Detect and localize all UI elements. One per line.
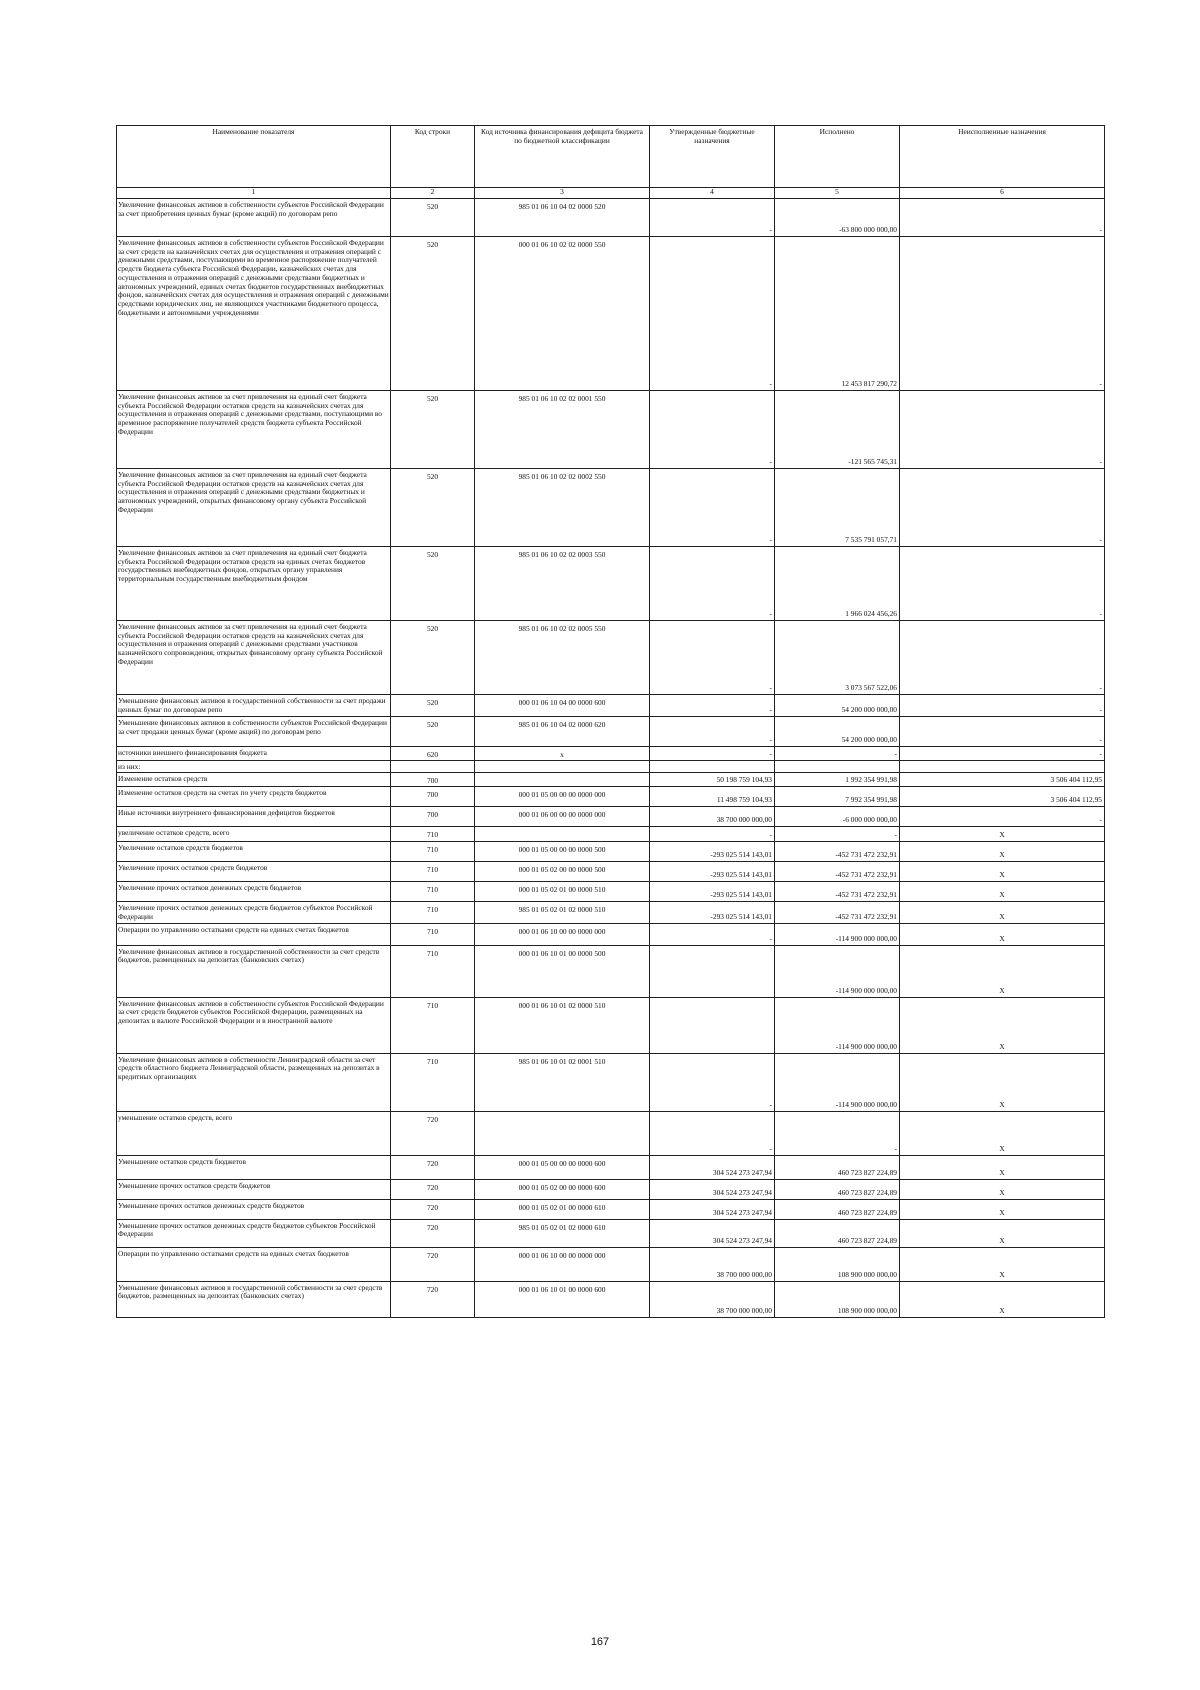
line-code-cell: 720: [391, 1281, 475, 1317]
table-row: [117, 902, 1105, 923]
table-row: [117, 1155, 1105, 1179]
table-row: [117, 199, 1105, 237]
indicator-name-cell: из них:: [117, 760, 391, 773]
indicator-name-cell: Увеличение финансовых активов за счет привлечения на единый счет бюджета субъекта Российской Федерации остатков средств на казначейских счетах для осуществления и отражения операций с денежными средствами бюджетных и автономных учреждений, открытых финансовому органу субъекта Российской Федерации: [117, 469, 391, 547]
table-row: [117, 469, 1105, 547]
executed-amount-cell: -452 731 472 232,91: [775, 862, 900, 882]
approved-amount-cell: -: [650, 469, 775, 547]
unexecuted-amount-cell: X: [900, 827, 1105, 842]
source-code-cell: [475, 760, 650, 773]
table-row: [117, 391, 1105, 469]
unexecuted-amount-cell: X: [900, 862, 1105, 882]
line-code-cell: 720: [391, 1219, 475, 1247]
executed-amount-cell: 12 453 817 290,72: [775, 237, 900, 391]
approved-amount-cell: 50 198 759 104,93: [650, 773, 775, 787]
indicator-name-cell: Увеличение финансовых активов за счет привлечения на единый счет бюджета субъекта Российской Федерации остатков средств на казначейских счетах для осуществления и отражения операций с денежными средствами, поступающими во временное распоряжение получателей средств бюджета субъекта Российской Федерации: [117, 391, 391, 469]
indicator-name-cell: Уменьшение прочих остатков денежных средств бюджетов субъектов Российской Федерации: [117, 1219, 391, 1247]
line-code-cell: 720: [391, 1111, 475, 1155]
source-code-cell: 000 01 06 10 01 00 0000 500: [475, 945, 650, 997]
unexecuted-amount-cell: X: [900, 1179, 1105, 1199]
indicator-name-cell: Уменьшение прочих остатков средств бюджетов: [117, 1179, 391, 1199]
line-code-cell: 520: [391, 621, 475, 695]
line-code-cell: 720: [391, 1247, 475, 1281]
unexecuted-amount-cell: -: [900, 237, 1105, 391]
executed-amount-cell: 3 073 567 522,06: [775, 621, 900, 695]
table-row: [117, 807, 1105, 827]
approved-amount-cell: 38 700 000 000,00: [650, 1247, 775, 1281]
approved-amount-cell: 304 524 273 247,94: [650, 1179, 775, 1199]
column-number: 6: [900, 188, 1105, 199]
table-row: [117, 1247, 1105, 1281]
executed-amount-cell: 460 723 827 224,89: [775, 1219, 900, 1247]
indicator-name-cell: источники внешнего финансирования бюджета: [117, 747, 391, 761]
indicator-name-cell: Иные источники внутреннего финансирования дефицитов бюджетов: [117, 807, 391, 827]
unexecuted-amount-cell: X: [900, 1281, 1105, 1317]
indicator-name-cell: Увеличение финансовых активов за счет привлечения на единый счет бюджета субъекта Российской Федерации остатков средств на казначейских счетах для осуществления и отражения операций с денежными средствами участников казначейского сопровождения, открытых финансовому органу субъекта Российской Федерации: [117, 621, 391, 695]
source-code-cell: [475, 773, 650, 787]
unexecuted-amount-cell: X: [900, 882, 1105, 902]
header-source-code: Код источника финансирования дефицита бюджета по бюджетной классификации: [475, 126, 650, 188]
unexecuted-amount-cell: -: [900, 747, 1105, 761]
approved-amount-cell: -: [650, 391, 775, 469]
executed-amount-cell: -121 565 745,31: [775, 391, 900, 469]
executed-amount-cell: -114 900 000 000,00: [775, 997, 900, 1053]
source-code-cell: x: [475, 747, 650, 761]
executed-amount-cell: 460 723 827 224,89: [775, 1155, 900, 1179]
indicator-name-cell: Увеличение финансовых активов в собственности Ленинградской области за счет средств областного бюджета Ленинградской области, размещенных на депозитах в кредитных организациях: [117, 1053, 391, 1111]
line-code-cell: 520: [391, 237, 475, 391]
unexecuted-amount-cell: -: [900, 469, 1105, 547]
source-code-cell: 000 01 06 10 01 00 0000 600: [475, 1281, 650, 1317]
line-code-cell: 520: [391, 199, 475, 237]
executed-amount-cell: -452 731 472 232,91: [775, 882, 900, 902]
executed-amount-cell: -: [775, 1111, 900, 1155]
unexecuted-amount-cell: X: [900, 902, 1105, 923]
approved-amount-cell: -: [650, 199, 775, 237]
line-code-cell: 710: [391, 902, 475, 923]
executed-amount-cell: 108 900 000 000,00: [775, 1281, 900, 1317]
executed-amount-cell: 1 992 354 991,98: [775, 773, 900, 787]
source-code-cell: 000 01 06 00 00 00 0000 000: [475, 807, 650, 827]
approved-amount-cell: -: [650, 547, 775, 621]
column-number: 2: [391, 188, 475, 199]
executed-amount-cell: -6 000 000 000,00: [775, 807, 900, 827]
indicator-name-cell: Уменьшение финансовых активов в собственности субъектов Российской Федерации за счет продажи ценных бумаг (кроме акций) по договорам репо: [117, 717, 391, 747]
source-code-cell: [475, 1111, 650, 1155]
indicator-name-cell: Уменьшение остатков средств бюджетов: [117, 1155, 391, 1179]
unexecuted-amount-cell: X: [900, 1155, 1105, 1179]
executed-amount-cell: -114 900 000 000,00: [775, 923, 900, 945]
approved-amount-cell: 11 498 759 104,93: [650, 787, 775, 807]
approved-amount-cell: -: [650, 1053, 775, 1111]
column-number: 1: [117, 188, 391, 199]
unexecuted-amount-cell: X: [900, 945, 1105, 997]
unexecuted-amount-cell: X: [900, 1247, 1105, 1281]
approved-amount-cell: -: [650, 827, 775, 842]
line-code-cell: 710: [391, 945, 475, 997]
indicator-name-cell: Увеличение остатков средств бюджетов: [117, 842, 391, 862]
header-line-code: Код строки: [391, 126, 475, 188]
indicator-name-cell: Изменение остатков средств на счетах по учету средств бюджетов: [117, 787, 391, 807]
line-code-cell: 520: [391, 391, 475, 469]
source-code-cell: 985 01 06 10 04 02 0000 620: [475, 717, 650, 747]
unexecuted-amount-cell: [900, 760, 1105, 773]
indicator-name-cell: Уменьшение прочих остатков денежных средств бюджетов: [117, 1199, 391, 1219]
executed-amount-cell: 108 900 000 000,00: [775, 1247, 900, 1281]
table-row: [117, 1281, 1105, 1317]
source-code-cell: 000 01 05 02 00 00 0000 500: [475, 862, 650, 882]
unexecuted-amount-cell: X: [900, 1219, 1105, 1247]
header-executed: Исполнено: [775, 126, 900, 188]
indicator-name-cell: Операции по управлению остатками средств на единых счетах бюджетов: [117, 1247, 391, 1281]
indicator-name-cell: Увеличение финансовых активов в государственной собственности за счет средств бюджетов, размещенных на депозитах (банковских счетах): [117, 945, 391, 997]
approved-amount-cell: -: [650, 621, 775, 695]
unexecuted-amount-cell: -: [900, 391, 1105, 469]
indicator-name-cell: Увеличение прочих остатков средств бюджетов: [117, 862, 391, 882]
column-number-row: [117, 188, 1105, 199]
table-row: [117, 862, 1105, 882]
approved-amount-cell: -: [650, 237, 775, 391]
unexecuted-amount-cell: X: [900, 1053, 1105, 1111]
table-row: [117, 747, 1105, 761]
table-row: [117, 945, 1105, 997]
approved-amount-cell: -: [650, 695, 775, 717]
executed-amount-cell: -114 900 000 000,00: [775, 1053, 900, 1111]
approved-amount-cell: -293 025 514 143,01: [650, 882, 775, 902]
table-row: [117, 827, 1105, 842]
table-row: [117, 773, 1105, 787]
unexecuted-amount-cell: X: [900, 1199, 1105, 1219]
indicator-name-cell: Изменение остатков средств: [117, 773, 391, 787]
approved-amount-cell: -: [650, 1111, 775, 1155]
indicator-name-cell: Увеличение прочих остатков денежных средств бюджетов: [117, 882, 391, 902]
executed-amount-cell: 54 200 000 000,00: [775, 695, 900, 717]
source-code-cell: 985 01 06 10 02 02 0003 550: [475, 547, 650, 621]
approved-amount-cell: -293 025 514 143,01: [650, 842, 775, 862]
unexecuted-amount-cell: 3 506 404 112,95: [900, 787, 1105, 807]
unexecuted-amount-cell: X: [900, 842, 1105, 862]
table-row: [117, 842, 1105, 862]
indicator-name-cell: Уменьшение финансовых активов в государственной собственности за счет продажи ценных бумаг по договорам репо: [117, 695, 391, 717]
page-number: 167: [590, 1636, 610, 1648]
approved-amount-cell: [650, 997, 775, 1053]
table-row: [117, 621, 1105, 695]
line-code-cell: 520: [391, 695, 475, 717]
line-code-cell: 720: [391, 1155, 475, 1179]
source-code-cell: 000 01 06 10 01 02 0000 510: [475, 997, 650, 1053]
source-code-cell: 000 01 05 00 00 00 0000 600: [475, 1155, 650, 1179]
approved-amount-cell: 304 524 273 247,94: [650, 1199, 775, 1219]
table-row: [117, 1199, 1105, 1219]
column-number: 5: [775, 188, 900, 199]
approved-amount-cell: [650, 945, 775, 997]
table-row: [117, 760, 1105, 773]
unexecuted-amount-cell: X: [900, 997, 1105, 1053]
source-code-cell: 985 01 05 02 01 02 0000 610: [475, 1219, 650, 1247]
source-code-cell: [475, 827, 650, 842]
executed-amount-cell: 460 723 827 224,89: [775, 1199, 900, 1219]
table-row: [117, 695, 1105, 717]
indicator-name-cell: Увеличение финансовых активов за счет привлечения на единый счет бюджета субъекта Российской Федерации остатков средств на единых счетах бюджетов государственных внебюджетных фондов, открытых органу управления территориальным государственным внебюджетным фондом: [117, 547, 391, 621]
line-code-cell: 720: [391, 1179, 475, 1199]
line-code-cell: 700: [391, 787, 475, 807]
line-code-cell: 520: [391, 547, 475, 621]
indicator-name-cell: Уменьшение финансовых активов в государственной собственности за счет средств бюджетов, размещенных на депозитах (банковских счетах): [117, 1281, 391, 1317]
approved-amount-cell: [650, 760, 775, 773]
indicator-name-cell: увеличение остатков средств, всего: [117, 827, 391, 842]
source-code-cell: 000 01 06 10 00 00 0000 000: [475, 923, 650, 945]
executed-amount-cell: -452 731 472 232,91: [775, 902, 900, 923]
indicator-name-cell: Увеличение финансовых активов в собственности субъектов Российской Федерации за счет средств бюджетов субъектов Российской Федерации, размещенных на депозитах в валюте Российской Федерации и в иностранной валюте: [117, 997, 391, 1053]
source-code-cell: 985 01 05 02 01 02 0000 510: [475, 902, 650, 923]
approved-amount-cell: 38 700 000 000,00: [650, 1281, 775, 1317]
header-approved: Утвержденные бюджетные назначения: [650, 126, 775, 188]
executed-amount-cell: -114 900 000 000,00: [775, 945, 900, 997]
source-code-cell: 985 01 06 10 02 02 0001 550: [475, 391, 650, 469]
table-body: [117, 199, 1105, 1318]
approved-amount-cell: -293 025 514 143,01: [650, 862, 775, 882]
line-code-cell: 520: [391, 469, 475, 547]
line-code-cell: [391, 760, 475, 773]
line-code-cell: 710: [391, 923, 475, 945]
executed-amount-cell: 1 966 024 456,26: [775, 547, 900, 621]
source-code-cell: 000 01 05 00 00 00 0000 000: [475, 787, 650, 807]
unexecuted-amount-cell: -: [900, 807, 1105, 827]
unexecuted-amount-cell: -: [900, 695, 1105, 717]
header-indicator-name: Наименование показателя: [117, 126, 391, 188]
executed-amount-cell: -: [775, 747, 900, 761]
approved-amount-cell: 304 524 273 247,94: [650, 1155, 775, 1179]
source-code-cell: 000 01 05 02 00 00 0000 600: [475, 1179, 650, 1199]
table-row: [117, 237, 1105, 391]
unexecuted-amount-cell: -: [900, 547, 1105, 621]
line-code-cell: 710: [391, 862, 475, 882]
unexecuted-amount-cell: -: [900, 199, 1105, 237]
executed-amount-cell: 54 200 000 000,00: [775, 717, 900, 747]
source-code-cell: 000 01 06 10 00 00 0000 000: [475, 1247, 650, 1281]
line-code-cell: 710: [391, 827, 475, 842]
table-row: [117, 717, 1105, 747]
table-row: [117, 923, 1105, 945]
unexecuted-amount-cell: -: [900, 717, 1105, 747]
table-row: [117, 1179, 1105, 1199]
line-code-cell: 720: [391, 1199, 475, 1219]
budget-sources-table: [116, 125, 1105, 1318]
column-number: 4: [650, 188, 775, 199]
source-code-cell: 000 01 05 02 01 00 0000 610: [475, 1199, 650, 1219]
indicator-name-cell: Увеличение финансовых активов в собственности субъектов Российской Федерации за счет приобретения ценных бумаг (кроме акций) по договорам репо: [117, 199, 391, 237]
indicator-name-cell: Увеличение финансовых активов в собственности субъектов Российской Федерации за счет средств на казначейских счетах для осуществления и отражения операций с денежными средствами, поступающими во временное распоряжение получателей средств бюджета субъекта Российской Федерации, казначейских счетах для осуществления и отражения операций с денежными средствами бюджетных и автономных учреждений, единых счетах бюджетов государственных внебюджетных фондов, казначейских счетах для осуществления и отражения операций с денежными средствами юридических лиц, не являющихся участниками бюджетного процесса, бюджетными и автономными учреждениями: [117, 237, 391, 391]
header-unexecuted: Неисполненные назначения: [900, 126, 1105, 188]
source-code-cell: 000 01 06 10 04 00 0000 600: [475, 695, 650, 717]
line-code-cell: 710: [391, 1053, 475, 1111]
line-code-cell: 700: [391, 807, 475, 827]
line-code-cell: 520: [391, 717, 475, 747]
source-code-cell: 985 01 06 10 01 02 0001 510: [475, 1053, 650, 1111]
source-code-cell: 985 01 06 10 02 02 0005 550: [475, 621, 650, 695]
line-code-cell: 620: [391, 747, 475, 761]
line-code-cell: 710: [391, 882, 475, 902]
line-code-cell: 710: [391, 842, 475, 862]
table-row: [117, 1111, 1105, 1155]
table-row: [117, 787, 1105, 807]
source-code-cell: 000 01 05 02 01 00 0000 510: [475, 882, 650, 902]
unexecuted-amount-cell: X: [900, 923, 1105, 945]
table-row: [117, 1053, 1105, 1111]
unexecuted-amount-cell: -: [900, 621, 1105, 695]
approved-amount-cell: -293 025 514 143,01: [650, 902, 775, 923]
line-code-cell: 710: [391, 997, 475, 1053]
approved-amount-cell: -: [650, 747, 775, 761]
approved-amount-cell: -: [650, 717, 775, 747]
indicator-name-cell: Увеличение прочих остатков денежных средств бюджетов субъектов Российской Федерации: [117, 902, 391, 923]
approved-amount-cell: 38 700 000 000,00: [650, 807, 775, 827]
executed-amount-cell: 460 723 827 224,89: [775, 1179, 900, 1199]
indicator-name-cell: уменьшение остатков средств, всего: [117, 1111, 391, 1155]
executed-amount-cell: [775, 760, 900, 773]
table-row: [117, 882, 1105, 902]
table-row: [117, 547, 1105, 621]
table-row: [117, 997, 1105, 1053]
source-code-cell: 000 01 06 10 02 02 0000 550: [475, 237, 650, 391]
unexecuted-amount-cell: X: [900, 1111, 1105, 1155]
approved-amount-cell: -: [650, 923, 775, 945]
executed-amount-cell: -452 731 472 232,91: [775, 842, 900, 862]
line-code-cell: 700: [391, 773, 475, 787]
source-code-cell: 985 01 06 10 02 02 0002 550: [475, 469, 650, 547]
executed-amount-cell: -: [775, 827, 900, 842]
indicator-name-cell: Операции по управлению остатками средств на единых счетах бюджетов: [117, 923, 391, 945]
executed-amount-cell: 7 992 354 991,98: [775, 787, 900, 807]
executed-amount-cell: -63 800 000 000,00: [775, 199, 900, 237]
table-row: [117, 1219, 1105, 1247]
executed-amount-cell: 7 535 791 057,71: [775, 469, 900, 547]
unexecuted-amount-cell: 3 506 404 112,95: [900, 773, 1105, 787]
header-row: [117, 126, 1105, 188]
source-code-cell: 000 01 05 00 00 00 0000 500: [475, 842, 650, 862]
approved-amount-cell: 304 524 273 247,94: [650, 1219, 775, 1247]
column-number: 3: [475, 188, 650, 199]
source-code-cell: 985 01 06 10 04 02 0000 520: [475, 199, 650, 237]
